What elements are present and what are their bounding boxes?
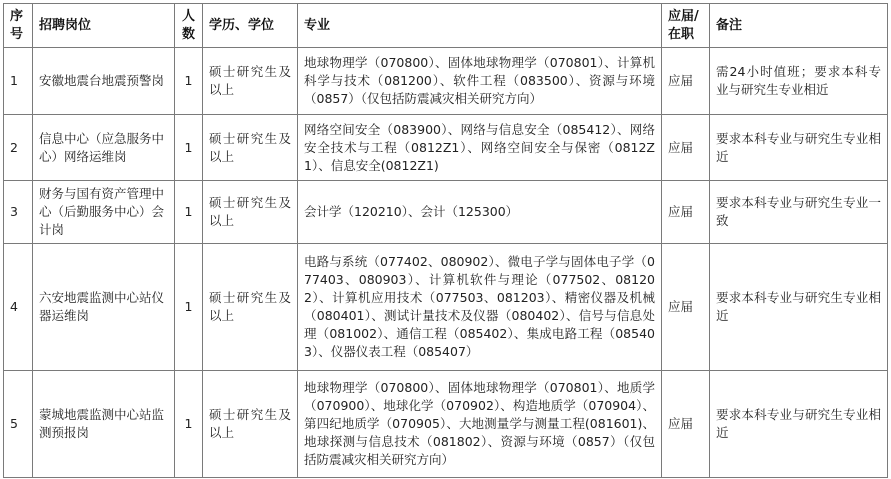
table-row bbox=[4, 371, 888, 478]
cell-graduate: 应届 bbox=[662, 371, 710, 478]
cell-count: 1 bbox=[175, 181, 203, 244]
cell-major: 地球物理学（070800）、固体地球物理学（070801）、地质学（070900）、地球化学（070902）、构造地质学（070904）、第四纪地质学（070905）、大地测量学与测量工程(081601)、地球探测与信息技术（081802）、资源与环境（0857）（仅包括防震减灾相关研究方向） bbox=[298, 371, 662, 478]
cell-degree: 硕士研究生及以上 bbox=[203, 181, 298, 244]
cell-notes: 需24小时值班；要求本科专业与研究生专业相近 bbox=[710, 48, 888, 115]
cell-major: 地球物理学（070800）、固体地球物理学（070801）、计算机科学与技术（081200）、软件工程（083500）、资源与环境（0857）（仅包括防震减灾相关研究方向） bbox=[298, 48, 662, 115]
cell-major: 网络空间安全（083900）、网络与信息安全（085412）、网络安全技术与工程（0812Z1）、网络空间安全与保密（0812Z1）、信息安全(0812Z1) bbox=[298, 115, 662, 181]
table-row bbox=[4, 48, 888, 115]
table-row bbox=[4, 181, 888, 244]
cell-count: 1 bbox=[175, 48, 203, 115]
cell-graduate: 应届 bbox=[662, 181, 710, 244]
cell-notes: 要求本科专业与研究生专业一致 bbox=[710, 181, 888, 244]
cell-major: 会计学（120210）、会计（125300） bbox=[298, 181, 662, 244]
header-notes: 备注 bbox=[710, 4, 888, 48]
table-row bbox=[4, 115, 888, 181]
cell-position: 六安地震监测中心站仪器运维岗 bbox=[33, 244, 175, 371]
cell-count: 1 bbox=[175, 244, 203, 371]
cell-position: 信息中心（应急服务中心）网络运维岗 bbox=[33, 115, 175, 181]
cell-degree: 硕士研究生及以上 bbox=[203, 48, 298, 115]
cell-count: 1 bbox=[175, 371, 203, 478]
recruitment-table bbox=[3, 3, 888, 478]
table-header-row bbox=[4, 4, 888, 48]
cell-position: 蒙城地震监测中心站监测预报岗 bbox=[33, 371, 175, 478]
cell-notes: 要求本科专业与研究生专业相近 bbox=[710, 115, 888, 181]
header-no: 序号 bbox=[4, 4, 33, 48]
cell-notes: 要求本科专业与研究生专业相近 bbox=[710, 244, 888, 371]
cell-notes: 要求本科专业与研究生专业相近 bbox=[710, 371, 888, 478]
cell-degree: 硕士研究生及以上 bbox=[203, 244, 298, 371]
header-position: 招聘岗位 bbox=[33, 4, 175, 48]
cell-degree: 硕士研究生及以上 bbox=[203, 371, 298, 478]
cell-no: 4 bbox=[4, 244, 33, 371]
cell-no: 2 bbox=[4, 115, 33, 181]
header-degree: 学历、学位 bbox=[203, 4, 298, 48]
cell-no: 5 bbox=[4, 371, 33, 478]
cell-no: 1 bbox=[4, 48, 33, 115]
header-major: 专业 bbox=[298, 4, 662, 48]
cell-count: 1 bbox=[175, 115, 203, 181]
cell-position: 安徽地震台地震预警岗 bbox=[33, 48, 175, 115]
cell-degree: 硕士研究生及以上 bbox=[203, 115, 298, 181]
cell-graduate: 应届 bbox=[662, 48, 710, 115]
header-graduate: 应届/在职 bbox=[662, 4, 710, 48]
header-count: 人数 bbox=[175, 4, 203, 48]
cell-graduate: 应届 bbox=[662, 115, 710, 181]
table-row bbox=[4, 244, 888, 371]
cell-graduate: 应届 bbox=[662, 244, 710, 371]
cell-major: 电路与系统（077402、080902）、微电子学与固体电子学（077403、080903）、计算机软件与理论（077502、081202）、计算机应用技术（077503、081203）、精密仪器及机械（080401）、测试计量技术及仪器（080402）、信号与信息处理（081002）、通信工程（085402）、集成电路工程（085403）、仪器仪表工程（085407） bbox=[298, 244, 662, 371]
cell-no: 3 bbox=[4, 181, 33, 244]
cell-position: 财务与国有资产管理中心（后勤服务中心）会计岗 bbox=[33, 181, 175, 244]
